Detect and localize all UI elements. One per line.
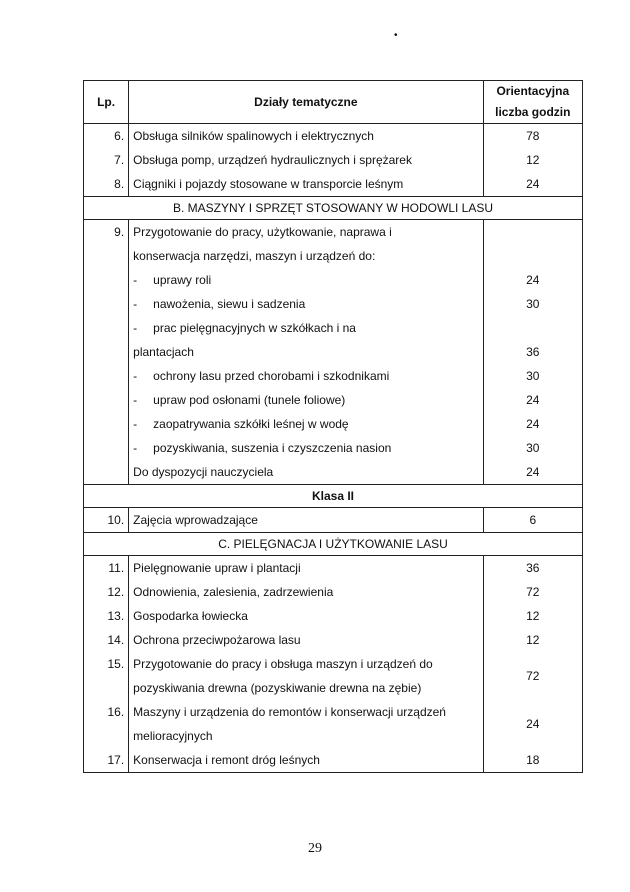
row-hours: 30: [483, 364, 582, 388]
row-topic: konserwacja narzędzi, maszyn i urządzeń do:: [129, 244, 483, 268]
sub-item-label: upraw pod osłonami (tunele foliowe): [153, 393, 346, 407]
row-hours: 30: [483, 436, 582, 460]
table-row: [84, 148, 583, 172]
dash-bullet: -: [133, 297, 138, 311]
sub-item: [129, 388, 483, 412]
row-topic: Ochrona przeciwpożarowa lasu: [129, 628, 483, 652]
row-hours: 78: [483, 124, 582, 149]
dash-bullet: -: [133, 273, 138, 287]
list-item: [84, 268, 583, 292]
header-hours: [483, 81, 582, 124]
row-lp: 7.: [84, 148, 129, 172]
table-row: [84, 172, 583, 197]
table-row: [84, 580, 583, 604]
sub-item-label: pozyskiwania, suszenia i czyszczenia nasion: [153, 441, 392, 455]
row-hours: 6: [483, 508, 582, 533]
sub-item: [129, 316, 483, 340]
sub-item: [129, 292, 483, 316]
row-lp: 10.: [84, 508, 129, 533]
table-row: [84, 748, 583, 773]
row-topic: pozyskiwania drewna (pozyskiwanie drewna na zębie): [129, 676, 483, 700]
row-topic: Obsługa silników spalinowych i elektrycznych: [129, 124, 483, 149]
row-topic: Gospodarka łowiecka: [129, 604, 483, 628]
row-hours: 36: [483, 340, 582, 364]
row-lp: 15.: [84, 652, 129, 700]
row-hours: [483, 316, 582, 340]
table-row: [84, 556, 583, 581]
list-item: [84, 436, 583, 460]
section-c-title: C. PIELĘGNACJA I UŻYTKOWANIE LASU: [84, 533, 583, 556]
row-hours: 12: [483, 604, 582, 628]
row-hours: 24: [483, 172, 582, 197]
row-lp: 11.: [84, 556, 129, 581]
dash-bullet: -: [133, 321, 138, 335]
list-item: [84, 340, 583, 364]
row-topic: Konserwacja i remont dróg leśnych: [129, 748, 483, 773]
table-row: [84, 244, 583, 268]
list-item: [84, 412, 583, 436]
row-hours: 18: [483, 748, 582, 773]
list-item: [84, 316, 583, 340]
table-row: [84, 700, 583, 724]
row-topic: Odnowienia, zalesienia, zadrzewienia: [129, 580, 483, 604]
row-topic: Maszyny i urządzenia do remontów i konserwacji urządzeń: [129, 700, 483, 724]
header-hours-line2: liczba godzin: [495, 105, 571, 119]
row-lp: 6.: [84, 124, 129, 149]
sub-item: [129, 364, 483, 388]
section-b-row: [84, 197, 583, 220]
table-row: [84, 220, 583, 245]
table-row: [84, 604, 583, 628]
table-row: [84, 652, 583, 676]
list-item: [84, 292, 583, 316]
row-lp: 13.: [84, 604, 129, 628]
reserve-hours-label: Do dyspozycji nauczyciela: [129, 460, 483, 485]
row-topic: melioracyjnych: [129, 724, 483, 748]
table-row: [84, 508, 583, 533]
sub-item-label: zaopatrywania szkółki leśnej w wodę: [153, 417, 349, 431]
list-item: [84, 388, 583, 412]
row-lp: 9.: [84, 220, 129, 245]
row-topic: Przygotowanie do pracy i obsługa maszyn i urządzeń do: [129, 652, 483, 676]
stray-mark: •: [394, 30, 398, 41]
sub-item-label: uprawy roli: [153, 273, 212, 287]
row-topic: Zajęcia wprowadzające: [129, 508, 483, 533]
sub-item: [129, 268, 483, 292]
sub-item-continuation: plantacjach: [129, 340, 483, 364]
row-topic: Przygotowanie do pracy, użytkowanie, naprawa i: [129, 220, 483, 245]
row-lp: 16.: [84, 700, 129, 748]
section-b-title: B. MASZYNY I SPRZĘT STOSOWANY W HODOWLI LASU: [84, 197, 583, 220]
row-hours: 24: [483, 268, 582, 292]
header-hours-line1: Orientacyjna: [496, 84, 570, 98]
header-topics: Działy tematyczne: [129, 81, 483, 124]
table-row: [84, 628, 583, 652]
sub-item: [129, 436, 483, 460]
row-hours: 24: [483, 388, 582, 412]
row-hours: 72: [483, 580, 582, 604]
list-item: [84, 364, 583, 388]
row-hours: 36: [483, 556, 582, 581]
row-hours: 12: [483, 628, 582, 652]
dash-bullet: -: [133, 393, 138, 407]
row-topic: Obsługa pomp, urządzeń hydraulicznych i sprężarek: [129, 148, 483, 172]
row-hours: 24: [483, 700, 582, 748]
row-hours: 72: [483, 652, 582, 700]
row-lp: 14.: [84, 628, 129, 652]
table-header: [84, 81, 583, 124]
row-hours: 30: [483, 292, 582, 316]
klasa-row: [84, 485, 583, 508]
sub-item: [129, 412, 483, 436]
sub-item-label: nawożenia, siewu i sadzenia: [153, 297, 306, 311]
row-lp: 12.: [84, 580, 129, 604]
row-hours: 24: [483, 460, 582, 485]
table-row: [84, 460, 583, 485]
dash-bullet: -: [133, 417, 138, 431]
row-topic: Ciągniki i pojazdy stosowane w transporcie leśnym: [129, 172, 483, 197]
row-lp: 8.: [84, 172, 129, 197]
section-c-row: [84, 533, 583, 556]
row-topic: Pielęgnowanie upraw i plantacji: [129, 556, 483, 581]
curriculum-table: [83, 80, 583, 773]
klasa-title: Klasa II: [84, 485, 583, 508]
row-lp: 17.: [84, 748, 129, 773]
sub-item-label: ochrony lasu przed chorobami i szkodnikami: [153, 369, 390, 383]
row-hours: 24: [483, 412, 582, 436]
dash-bullet: -: [133, 369, 138, 383]
dash-bullet: -: [133, 441, 138, 455]
row-hours: 12: [483, 148, 582, 172]
page-number: 29: [308, 841, 322, 856]
header-lp: Lp.: [84, 81, 129, 124]
table-row: [84, 124, 583, 149]
sub-item-label: prac pielęgnacyjnych w szkółkach i na: [153, 321, 356, 335]
